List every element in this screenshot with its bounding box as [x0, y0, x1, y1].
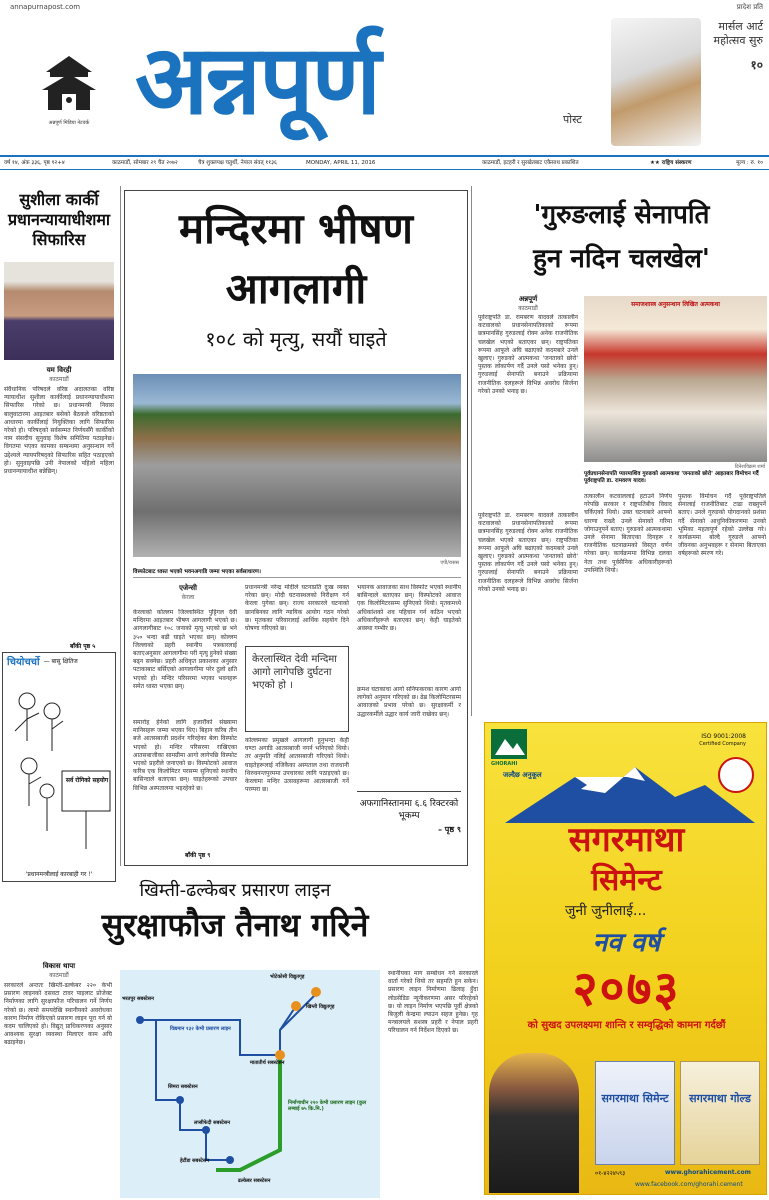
cartoon-box: [2, 652, 116, 882]
mountain-logo-icon: [491, 729, 527, 759]
site-url[interactable]: annapurnapost.com: [10, 3, 81, 11]
national-edition: ★★ राष्ट्रिय संस्करण: [650, 160, 692, 166]
related-page: – पृष्ठ ९: [438, 825, 461, 834]
caption-rule: [133, 577, 461, 578]
right-headline-line2[interactable]: हुन नदिन चलखेल': [533, 244, 710, 274]
volume-info: वर्ष १४, अंक ३३६, पृष्ठ १२+४: [4, 160, 65, 166]
ad-brand-tag: जल्दैछ अनुकूल: [503, 771, 542, 779]
map-line-new: निर्माणाधीन २२० केभी प्रसारण लाइन (कुल लम्बाई ७५ कि.मि.): [288, 1100, 367, 1112]
masthead-tagline: अन्नपूर्ण मिडिया नेटवर्क: [48, 120, 90, 126]
byline-name: एजेन्सी: [179, 584, 197, 592]
divider: [120, 186, 121, 866]
main-body-col1: केरलाको कोल्लम जिल्लास्थित पुट्टिंगल देवी मन्दिरमा आइतबार भीषण आगलागी भएको छ। आगलागीबाट १०८ जनाको मृत्यु भएको छ भने ३५० भन्दा बढी घाइते भएका छन्। कोल्लम जिल्लाको प्रहरी स्थानीय पत्रकारलाई बताएअनुसार आगलागीमा परी मृत्यु हुनेको संख्या बढ्न सक्नेछ। प्रहरी अधिकृत प्रकाशका अनुसार पटाकाबाट बर्सिएको आगलागीमा परेर ठूलो क्षति भएको हो। मन्दिर परिसरमा भएका भवनहरू समेत ध्वस्त भएका छन्।: [133, 609, 237, 690]
promo-text: मार्सल आर्ट महोत्सव सुरु: [713, 20, 763, 47]
byline-sub: काठमाडौं: [518, 305, 538, 312]
bottom-byline: [4, 962, 114, 979]
bottom-story: [0, 870, 480, 1200]
temple-icon: [38, 54, 100, 114]
ad-slogan: जुनी जुनीलाई...: [565, 903, 647, 919]
bottom-kicker: खिम्ती-ढल्केबर प्रसारण लाइन: [139, 880, 331, 901]
map-station-2: हेटौंडा सबस्टेसन: [180, 1158, 210, 1164]
main-body-col4: कोल्लमका प्रमुखले आगलागी हुनुभन्दा केही घण्टा अगाडि आतसबाजी नगर्न भनिएको थियो। तर अनुमति नलिई आतसबाजी गरिएको थियो। घाइतेहरूलाई नजिकैका अस्पताल तथा राजधानी थिरुवनन्तपुरममा उपचारका लागि पठाइएको छ। केरलामा मन्दिर उत्सवहरूमा आतसबाजी गर्ने परम्परा छ।: [245, 737, 349, 794]
right-body-col1: पूर्वराष्ट्रपति डा. रामबरण यादवले तत्कालीन कटवालको प्रधानसेनापतिकाको रूपमा छत्रमानसिंह गुरुङलाई रोक्न अनेक राजनीतिक चलखेल भएको बताएका छन्। राष्ट्रपतिका रूपमा आफूले अघि बढाएको कदमबारे उनले खुलाए। गुरुङको आत्मकथा 'जनताको छोरो' पुस्तक लोकार्पण गर्दै उनले यसो भनेका हुन्। गुरुङलाई सेनापति बनाउने प्रक्रियामा राजनीतिक दलहरूले विभिन्न अवरोध सिर्जना गरेको उनको भनाइ छ।: [478, 314, 578, 395]
map-station-4: ढल्केबर सबस्टेसन: [238, 1178, 271, 1184]
main-body-col2: समारोह हेर्नको लागि हजारौंको संख्यामा मानिसहरू जम्मा भएका थिए। बिहान करिब तीन बजे आतसबाजी प्रदर्शन गरिरहेका बेला विस्फोट भएको हो। मन्दिर परिसरमा राखिएका आतसबाजीका सामग्रीमा आगो लागेपछि विस्फोट भएको प्रहरीले जनाएको छ। विस्फोटको आवाज करिब एक किलोमिटर परसम्म सुनिएको स्थानीय बासिन्दाले बताएका छन्। घाइतेहरूको उपचार विभिन्न अस्पतालमा भइरहेको छ।: [133, 719, 237, 792]
photo-credit: एपी/रासस: [440, 560, 459, 566]
pullquote: केरलास्थित देवी मन्दिमा आगो लागेपछि दुर्घटना भएको हो ।: [245, 646, 349, 732]
right-body-col1b: पूर्वराष्ट्रपति डा. रामबरण यादवले तत्कालीन कटवालको प्रधानसेनापतिकाको रूपमा छत्रमानसिंह गुरुङलाई रोक्न अनेक राजनीतिक चलखेल भएको बताएका छन्। राष्ट्रपतिका रूपमा आफूले अघि बढाएको कदमबारे उनले खुलाए। गुरुङको आत्मकथा 'जनताको छोरो' पुस्तक लोकार्पण गर्दै उनले यसो भनेका हुन्। गुरुङलाई सेनापति बनाउने प्रक्रियामा राजनीतिक दलहरूले विभिन्न अवरोध सिर्जना गरेको उनको भनाइ छ।: [478, 512, 578, 593]
bottom-body-col1: सरकारले अन्ततः खिम्ती-ढल्केबर २२० केभी प्रसारण लाइनको दसवटा टावर पाइलाट प्रोजेक्ट निर्माणका लागि सुरक्षाफौज परिचालन गर्ने निर्णय गरेको छ। लामो समयदेखि स्थानीयको अवरोधका कारण निर्माण रोकिएको प्रसारण लाइन पूरा गर्न यो कदम चालिएको हो। विद्युत् प्राधिकरणका अनुसार आवश्यक सुरक्षा व्यवस्था मिलाएर काम अघि बढाइनेछ।: [4, 982, 112, 1047]
cartoon-title: चियोचर्चो: [7, 657, 40, 668]
transmission-map[interactable]: [120, 970, 380, 1198]
bottom-body-col2: स्थानीयका माग सम्बोधन गर्न सरकारले वार्ता गरेको थियो तर सहमति हुन सकेन। प्रसारण लाइन निर्माणमा ढिलाइ हुँदा लोडसेडिङ न्यूनीकरणमा असर परिरहेको छ। यो लाइन निर्माण भएपछि पूर्वी क्षेत्रको बिजुली केन्द्रमा ल्याउन सहज हुनेछ। गृह मन्त्रालयले सशस्त्र प्रहरी र नेपाल प्रहरी परिचालन गर्न निर्देशन दिएको छ।: [388, 970, 478, 1035]
ad-new-year: नव वर्ष: [592, 928, 661, 958]
ad-title-line2: सिमेन्ट: [591, 863, 662, 898]
main-body-col5: भयानक आवाजका साथ विस्फोट भएको स्थानीय बासिन्दाले बताएका छन्। विस्फोटको आवाज एक किलोमिटरसम्म सुनिएको थियो। मृतकमध्ये अधिकांशको शव पहिचान गर्न कठिन भएको अधिकारीहरूले बताएका छन्। केही घाइतेको अवस्था गम्भीर छ।: [357, 584, 461, 633]
date-en: MONDAY, APRIL 11, 2016: [306, 160, 376, 166]
cartoon-drawing: [7, 671, 113, 855]
byline-name: विकास थापा: [42, 962, 76, 970]
left-body: संवैधानिक परिषदले वरिष्ठ अदालतका वरिष्ठ न्यायाधीश सुशीला कार्कीलाई प्रधानन्यायाधीशमा सिफारिस गरेको छ। प्रधानमन्त्री निवास बालुवाटारमा आइतबार बसेको बैठकले वरिष्ठताको आधारमा कार्कीलाई नियुक्तिका लागि सिफारिस गरेको हो। परिषद्को सर्वसम्मत निर्णयसँगै कार्कीको नाम संसदीय सुनुवाइ विशेष समितिमा पठाइनेछ। विगतमा भएका कामका सम्बन्धमा अनुसन्धान गर्ने उद्देश्यले न्यायपरिषद्को सिफारिस सहित पठाइएको हो। सुनुवाइपछि उनी नेपालको पहिलो महिला प्रधानन्यायाधीश बन्नेछिन्।: [4, 386, 114, 476]
main-body-col3: प्रधानमन्त्री नरेन्द्र मोदीले घटनाप्रति दुःख व्यक्त गरेका छन्। मोदी घटनास्थलको निरीक्षण गर्न केरला पुगेका छन्। राज्य सरकारले घटनाको छानबिनका लागि न्यायिक आयोग गठन गरेको छ। मृतकका परिवारलाई आर्थिक सहयोग दिने घोषणा गरिएको छ।: [245, 584, 349, 633]
map-station-1: भरतपुर सबस्टेसन: [122, 996, 154, 1002]
date-np: काठमाडौं, सोमबार २९ चैत २०७२: [112, 160, 178, 166]
ad-phone: ०१-४२२४५९३: [595, 1170, 626, 1177]
ad-bag-2: [680, 1061, 760, 1165]
main-headline-line1[interactable]: मन्दिरमा भीषण: [178, 204, 414, 253]
byline-name: अन्नपूर्ण: [518, 295, 538, 303]
cement-advertisement[interactable]: [484, 722, 767, 1195]
edition-label: प्रादेश प्रति: [736, 3, 763, 11]
right-headline-line1[interactable]: 'गुरुङलाई सेनापति: [533, 200, 710, 230]
right-body-col2: तत्कालीन कटवाललाई हटाउने निर्णय गरेपछि सरकार र राष्ट्रपतिबीच विवाद चर्किएको थियो। उक्त घटनाबारे आफ्नो धारणा राख्दै उनले सेनाको गरिमा जोगाउनुपर्ने बताए। गुरुङको आत्मकथामा उनले सेनामा बिताएका दिनहरू र राजनीतिक घटनाक्रमको विस्तृत वर्णन गरेका छन्। कार्यक्रममा विभिन्न दलका नेता तथा पूर्वसैनिक अधिकारीहरूको उपस्थिति थियो।: [584, 493, 672, 574]
main-byline: [133, 584, 243, 601]
related-box[interactable]: [357, 791, 461, 851]
ad-person-photo: [489, 1053, 579, 1193]
byline-sub: काठमाडौं: [49, 376, 69, 383]
bottom-headline[interactable]: सुरक्षाफौज तैनाथ गरिने: [101, 906, 369, 944]
masthead-suffix: पोस्ट: [563, 113, 582, 126]
main-continue[interactable]: बाँकी पृष्ठ ९: [185, 852, 211, 859]
map-station-3: सिमरा सबस्टेसन: [168, 1084, 198, 1090]
portrait-photo: [4, 262, 114, 360]
map-station-6: मातातीर्थ सबस्टेसन: [250, 1060, 285, 1066]
date-extra: चैत्र शुक्लपक्ष चतुर्थी, नेपाल संवत् ११३६: [198, 160, 277, 166]
map-station-5: लप्सीफेदी सबस्टेसन: [194, 1120, 231, 1126]
mountain-graphic: [485, 763, 767, 823]
map-station-8: भोटेकोसी विद्युतगृह: [270, 974, 305, 980]
ad-logo: [491, 729, 527, 759]
cartoon-sign: सर्व रोगिको सहयोग: [65, 777, 109, 784]
divider: [471, 186, 472, 716]
gurung-photo[interactable]: [584, 296, 767, 462]
right-photo-caption: पूर्वप्रधानसेनापति प्यारमाशिव गुरुङको आत्मकथा 'जनताको छोरो' आइतबार विमोचन गर्दै पूर्वराष्ट्रपति डा. रामवरण यादव।: [584, 471, 759, 484]
fire-photo[interactable]: [133, 374, 461, 557]
masthead-title: अन्नपूर्ण: [135, 23, 379, 136]
left-continue[interactable]: बाँकी पृष्ठ ५: [70, 643, 96, 650]
main-body-col6: क्रमश घटाकाचा आगो सनिफकरका कारण आगो लागेको अनुमान गरिएको छ। ढेब्र किलोमिटरसम्म आवाजको प्रभाव परेको छ। सुरक्षाकर्मी र उद्धारकर्मीले उद्धार कार्य जारी राखेका छन्।: [357, 686, 461, 718]
left-byline: [4, 366, 114, 383]
ad-website[interactable]: www.ghorahicement.com: [665, 1169, 751, 1176]
main-story: [124, 190, 468, 866]
map-station-7: खिम्ती विद्युतगृह: [306, 1004, 335, 1010]
byline-name: यम विरही: [46, 366, 72, 374]
top-bar: [0, 0, 769, 14]
promo-page: १०: [750, 58, 763, 72]
right-photo-credit: दिनेशविक्रम शर्मा: [734, 464, 765, 470]
masthead: [0, 14, 769, 152]
ad-bag-1: [595, 1061, 675, 1165]
ad-iso-sub: Certified Company: [699, 741, 746, 747]
ad-bag-2-label: सगरमाथा गोल्ड: [689, 1092, 751, 1105]
cartoon-artist: — बासु क्षितिज: [43, 658, 78, 665]
byline-sub: काठमाडौं: [49, 972, 69, 979]
right-body-col3: पुस्तक विमोचन गर्दै पूर्वराष्ट्रपतिले सेनालाई राजनीतिबाट टाढा राख्नुपर्ने बताए। उनले गुरुङको योगदानको प्रशंसा गर्दै सेनाको आधुनिकीकरणमा उनको भूमिका महत्वपूर्ण रहेको उल्लेख गरे। कार्यक्रममा बोल्दै गुरुङले आफ्नो जीवनका अनुभवहरू र सेनामा बिताएका वर्षहरूको स्मरण गरे।: [678, 493, 766, 558]
ad-facebook[interactable]: www.facebook.com/ghorahi.cement: [635, 1181, 743, 1188]
promo-box[interactable]: [583, 14, 769, 152]
byline-sub: केरला: [181, 594, 195, 601]
ad-brand-small: GHORAHI: [491, 761, 518, 767]
photo-caption: विस्फोटबाट ध्वस्त भएको भवनअगाडि जम्मा भएका सर्वसाधारण।: [133, 569, 261, 575]
price: मूल्य : रु. १०: [736, 160, 763, 166]
cartoon-title-row: [3, 653, 115, 669]
map-line-existing: विद्यमान १३२ केभी प्रसारण लाइन: [170, 1026, 231, 1032]
related-title: अफगानिस्तानमा ६.६ रिक्टरको भूकम्प: [359, 799, 459, 821]
left-headline[interactable]: सुशीला कार्की प्रधानन्यायाधीशमा सिफारिस: [7, 190, 111, 249]
right-story: [474, 190, 769, 716]
ad-iso: ISO 9001:2008: [701, 733, 746, 740]
publish-note: काठमाडौं, इटहरी र सुरखेतबाट एकैसाथ प्रकाशित: [482, 160, 579, 166]
dateline-bar: [0, 155, 769, 170]
logo-emblem: [38, 54, 100, 129]
cartoon-caption: 'प्रधानमन्त्रीलाई कारबाही गर !': [25, 871, 93, 878]
right-byline: [478, 295, 578, 312]
photo-banner: समाजशास्त्र अनुसन्धान लिखित अत्मकथा: [631, 301, 720, 308]
martial-art-photo: [611, 18, 701, 146]
main-subheadline: १०८ को मृत्यु, सयौं घाइते: [205, 327, 387, 351]
ad-bag-1-label: सगरमाथा सिमेन्ट: [601, 1092, 669, 1105]
ad-title-line1: सगरमाथा: [568, 820, 685, 860]
ad-wish: को सुखद उपलक्ष्यमा शान्ति र सम्वृद्धिको कामना गर्दछौं: [527, 1020, 726, 1031]
ad-year: २०७३: [572, 961, 681, 1017]
main-headline-line2[interactable]: आगलागी: [225, 264, 367, 313]
